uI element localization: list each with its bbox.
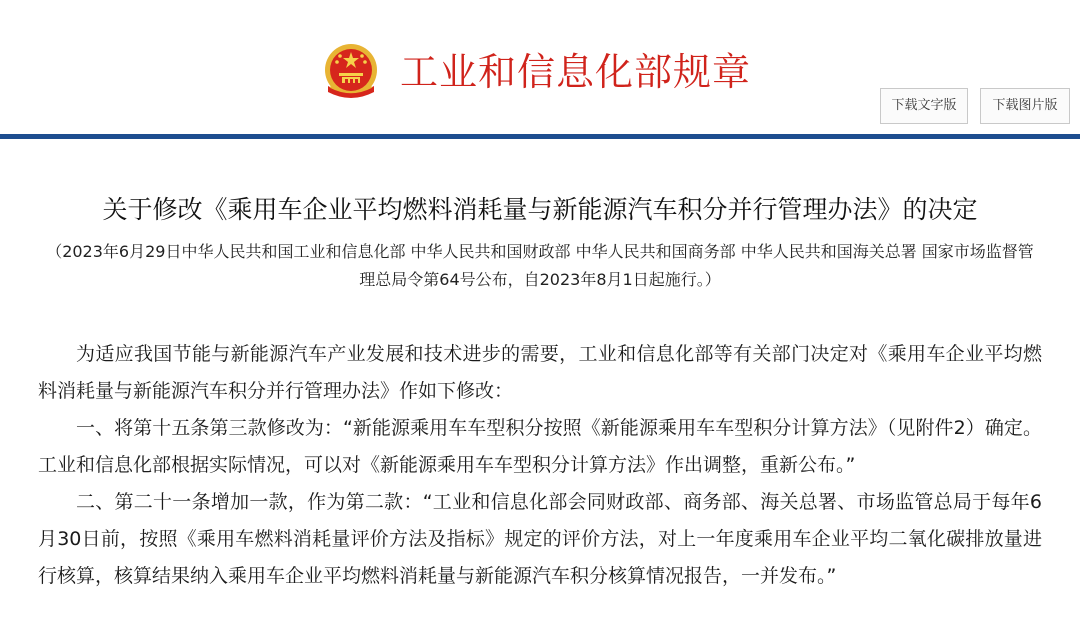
document-title: 关于修改《乘用车企业平均燃料消耗量与新能源汽车积分并行管理办法》的决定 <box>102 195 978 224</box>
national-emblem-icon <box>322 42 380 102</box>
header-divider <box>0 134 1080 139</box>
document-body <box>38 336 1042 595</box>
site-header <box>0 0 1080 138</box>
download-text-version-button[interactable]: 下载文字版 <box>880 88 968 124</box>
document-subtitle: （2023年6月29日中华人民共和国工业和信息化部 中华人民共和国财政部 中华人民共和国商务部 中华人民共和国海关总署 国家市场监督管理总局令第64号公布，自2023年8月1日起施行。） <box>46 242 1034 289</box>
body-paragraph: 为适应我国节能与新能源汽车产业发展和技术进步的需要，工业和信息化部等有关部门决定对《乘用车企业平均燃料消耗量与新能源汽车积分并行管理办法》作如下修改： <box>38 343 1042 402</box>
body-paragraph: 一、将第十五条第三款修改为：“新能源乘用车车型积分按照《新能源乘用车车型积分计算方法》（见附件2）确定。工业和信息化部根据实际情况，可以对《新能源乘用车车型积分计算方法》作出调整，重新公布。” <box>38 417 1042 476</box>
site-title: 工业和信息化部规章 <box>400 50 752 94</box>
download-image-version-button[interactable]: 下载图片版 <box>980 88 1070 124</box>
body-paragraph: 二、第二十一条增加一款，作为第二款：“工业和信息化部会同财政部、商务部、海关总署、市场监管总局于每年6月30日前，按照《乘用车燃料消耗量评价方法及指标》规定的评价方法，对上一年度乘用车企业平均二氧化碳排放量进行核算，核算结果纳入乘用车企业平均燃料消耗量与新能源汽车积分核算情况报告，一并发布。” <box>38 491 1042 587</box>
